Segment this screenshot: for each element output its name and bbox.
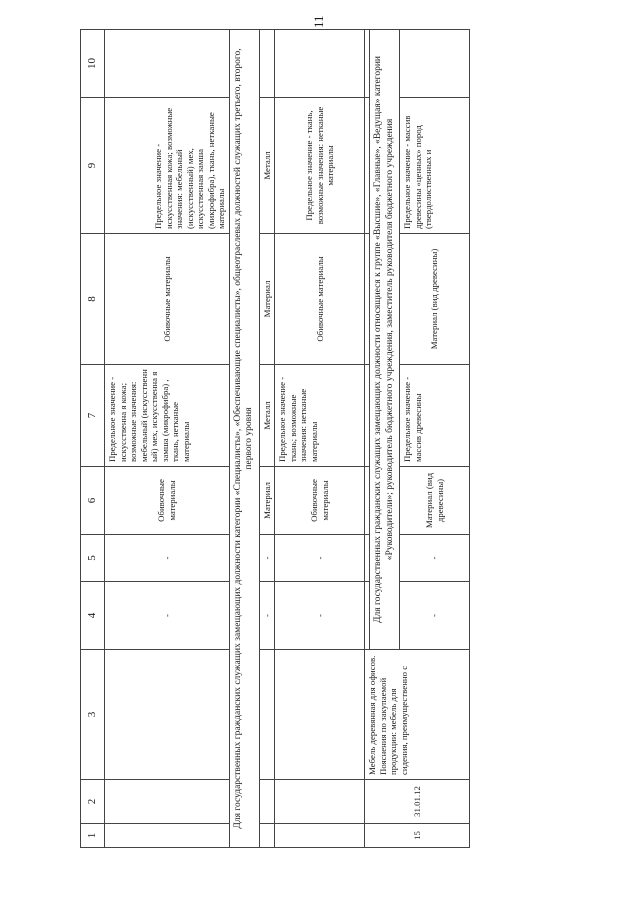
rotated-table-container xyxy=(80,30,550,848)
cell-c1 xyxy=(275,824,365,848)
cell-c6: Обивочные материалы xyxy=(105,467,230,535)
cell-c8: Обивочные материалы xyxy=(105,234,230,365)
cell-c9: Предельное значение - ткань, возможные значения: нетканые материалы xyxy=(275,98,365,234)
cell-c4: - xyxy=(400,582,470,650)
row-number-cell: 15 xyxy=(365,824,470,848)
cell-c9: Металл xyxy=(259,98,275,234)
cell-c6: Обивочные материалы xyxy=(275,467,365,535)
cell-c7: Металл xyxy=(259,365,275,467)
table-row xyxy=(275,30,365,848)
header-col-1: 1 xyxy=(81,824,105,848)
header-col-2: 2 xyxy=(81,780,105,824)
cell-c9: Предельное значение - массив древесины «ценных» пород (твердолиственных и xyxy=(400,98,470,234)
cell-c3 xyxy=(259,650,275,780)
cell-c10 xyxy=(275,30,365,98)
cell-c9: Предельное значение - искусственная кожа; возможные значения: мебельный (искусственный) мех, искусственная замша (микрофибра), ткань, нетканые материалы xyxy=(105,98,230,234)
header-col-6: 6 xyxy=(81,467,105,535)
cell-c5: - xyxy=(400,535,470,582)
table-row xyxy=(105,30,230,848)
cell-c2 xyxy=(105,780,230,824)
table-row xyxy=(259,30,275,848)
cell-c10 xyxy=(259,30,275,98)
cell-c5: - xyxy=(259,535,275,582)
cell-c2 xyxy=(275,780,365,824)
cell-c4: - xyxy=(259,582,275,650)
section-heading-row xyxy=(230,30,260,848)
cell-c7: Предельное значение - ткань; возможные значения: нетканые материалы xyxy=(275,365,365,467)
cell-c1 xyxy=(259,824,275,848)
cell-c6: Материал (вид древесины) xyxy=(400,467,470,535)
header-col-3: 3 xyxy=(81,650,105,780)
cell-c1 xyxy=(105,824,230,848)
cell-c2 xyxy=(259,780,275,824)
header-col-9: 9 xyxy=(81,98,105,234)
header-col-8: 8 xyxy=(81,234,105,365)
cell-c8: Материал (вид древесины) xyxy=(400,234,470,365)
header-col-4: 4 xyxy=(81,582,105,650)
cell-c7: Предельное значение - искусственна я кожа; возможные значения: мебельный (искусственн ый) мех, искусственна я замша (микрофибра) , ткань, нетканые материалы xyxy=(105,365,230,467)
cell-c5: - xyxy=(105,535,230,582)
cell-c10 xyxy=(105,30,230,98)
cell-c10 xyxy=(400,30,470,98)
cell-c3 xyxy=(275,650,365,780)
page-number: 11 xyxy=(311,15,326,29)
cell-c8: Материал xyxy=(259,234,275,365)
procurement-table xyxy=(80,29,470,848)
section-heading-managers: Для государственных гражданских служащих замещающих должности относящиеся к группе «Высшие», «Главные», «Ведущая» категории «Руководители»; руководитель бюджетного учреждения, заместитель руководителя бюджетного учреждения xyxy=(370,30,400,650)
cell-c5: - xyxy=(275,535,365,582)
header-col-7: 7 xyxy=(81,365,105,467)
cell-c7: Предельное значение - массив древесины xyxy=(400,365,470,467)
okpd-code-cell: 31.01.12 xyxy=(365,780,470,824)
cell-c4: - xyxy=(105,582,230,650)
section-heading-specialists: Для государственных гражданских служащих замещающих должности категории «Специалисты», «Обеспечивающие специалисты», общеотраслевых должностей служащих третьего, второго, первого уровня xyxy=(230,30,260,848)
header-col-10: 10 xyxy=(81,30,105,98)
cell-c6: Материал xyxy=(259,467,275,535)
header-col-5: 5 xyxy=(81,535,105,582)
cell-c4: - xyxy=(275,582,365,650)
cell-c8: Обивочные материалы xyxy=(275,234,365,365)
header-row xyxy=(81,30,105,848)
product-name-cell: Мебель деревянная для офисов. Пояснения по закупаемой продукции: мебель для сидения, преимущественно с xyxy=(365,650,470,780)
cell-c3 xyxy=(105,650,230,780)
